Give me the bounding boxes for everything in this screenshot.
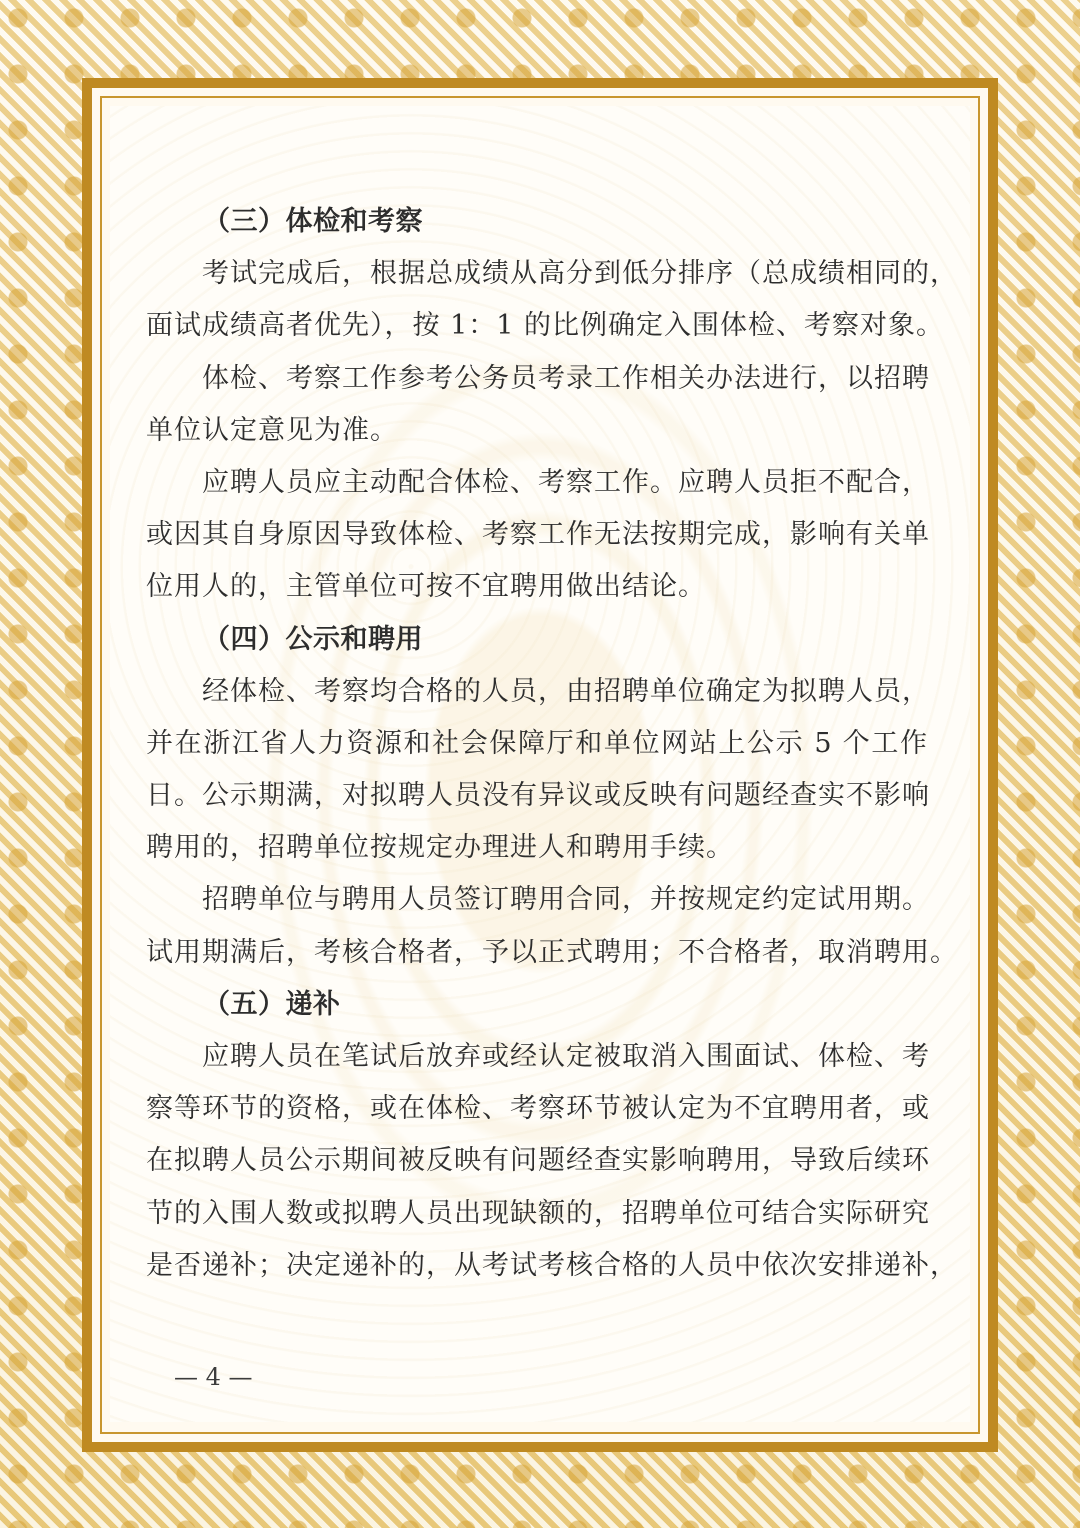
paragraph-line: 是否递补；决定递补的，从考试考核合格的人员中依次安排递补， [146,1249,958,1281]
paragraph-line: 考试完成后，根据总成绩从高分到低分排序（总成绩相同的， [202,258,958,290]
section-heading: （五）递补 [203,988,341,1020]
page-number: — 4 — [174,1363,253,1391]
paragraph-line: 日。公示期满，对拟聘人员没有异议或反映有问题经查实不影响 [146,780,930,812]
paragraph-line: 察等环节的资格，或在体检、考察环节被认定为不宜聘用者，或 [146,1093,930,1125]
paragraph-line: 应聘人员应主动配合体检、考察工作。应聘人员拒不配合， [202,466,930,498]
paragraph-line: 面试成绩高者优先），按 1：1 的比例确定入围体检、考察对象。 [146,310,945,342]
document-content [146,196,958,1292]
paragraph-line: 招聘单位与聘用人员签订聘用合同，并按规定约定试用期。 [202,884,930,916]
paragraph-line: 经体检、考察均合格的人员，由招聘单位确定为拟聘人员， [202,675,930,707]
paragraph-line: 节的入围人数或拟聘人员出现缺额的，招聘单位可结合实际研究 [146,1197,930,1229]
paragraph-line: 体检、考察工作参考公务员考录工作相关办法进行，以招聘 [202,362,930,394]
paragraph-line: 位用人的，主管单位可按不宜聘用做出结论。 [146,571,706,603]
paragraph-line: 单位认定意见为准。 [146,414,398,446]
section-heading: （四）公示和聘用 [203,623,423,655]
paragraph-line: 并在浙江省人力资源和社会保障厅和单位网站上公示 5 个工作 [146,727,928,759]
paragraph-line: 或因其自身原因导致体检、考察工作无法按期完成，影响有关单 [146,519,930,551]
paragraph-line: 聘用的，招聘单位按规定办理进人和聘用手续。 [146,832,734,864]
paragraph-line: 应聘人员在笔试后放弃或经认定被取消入围面试、体检、考 [202,1041,930,1072]
section-heading: （三）体检和考察 [203,206,423,237]
paragraph-line: 试用期满后，考核合格者，予以正式聘用；不合格者，取消聘用。 [146,936,958,968]
paragraph-line: 在拟聘人员公示期间被反映有问题经查实影响聘用，导致后续环 [146,1145,930,1177]
